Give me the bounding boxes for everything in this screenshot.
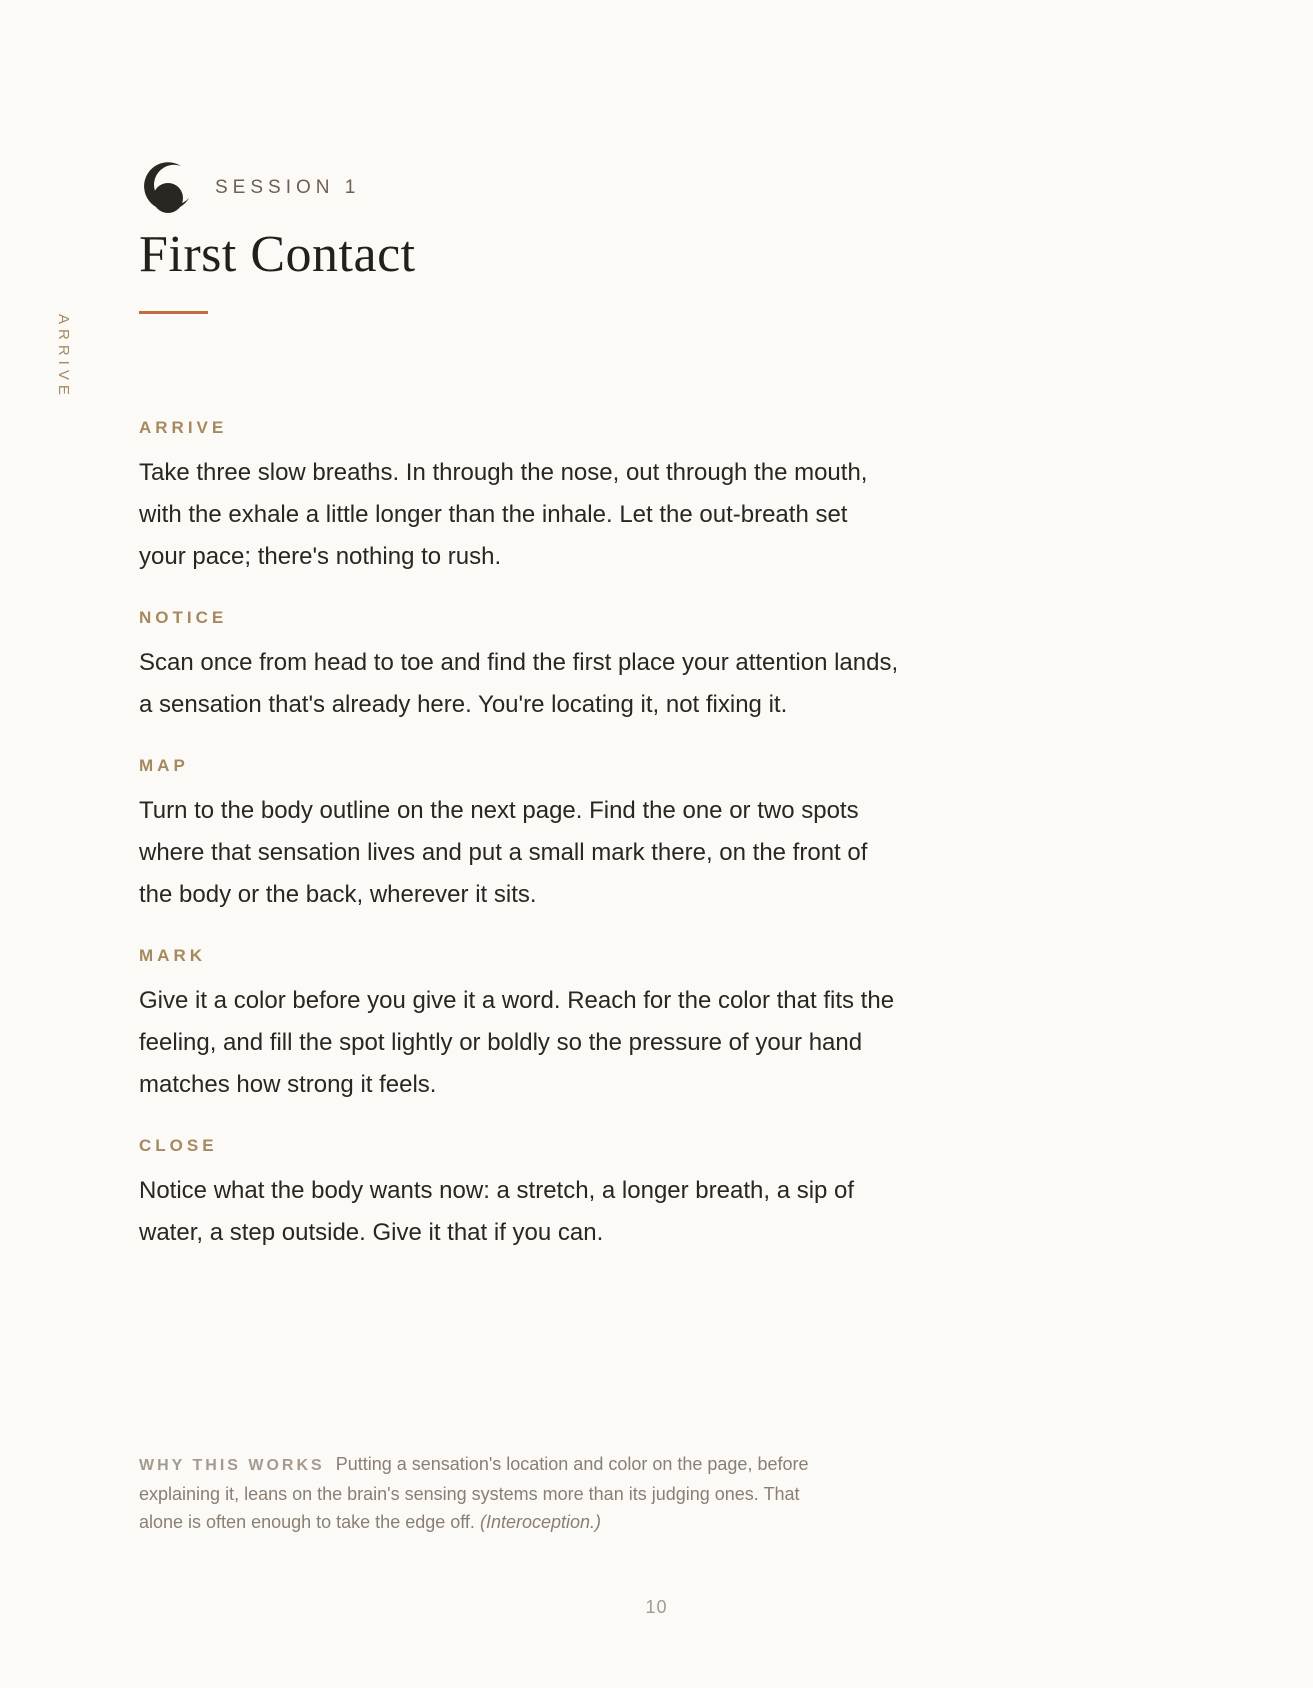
step-map xyxy=(139,756,899,916)
side-section-tab: ARRIVE xyxy=(55,314,72,400)
step-label: MAP xyxy=(139,756,189,775)
why-this-works-note xyxy=(139,1450,839,1536)
step-text: Notice what the body wants now: a stretch, a longer breath, a sip of water, a step outside. Give it that if you can. xyxy=(139,1177,855,1246)
step-mark xyxy=(139,946,899,1106)
step-close xyxy=(139,1136,899,1254)
step-text: Turn to the body outline on the next page. Find the one or two spots where that sensation lives and put a small mark there, on the front of the body or the back, wherever it sits. xyxy=(139,797,868,908)
step-label: CLOSE xyxy=(139,1136,218,1155)
step-notice xyxy=(139,608,899,726)
page-title: First Contact xyxy=(139,226,416,283)
why-citation: (Interoception.) xyxy=(479,1512,602,1532)
step-label: NOTICE xyxy=(139,608,228,627)
step-label: ARRIVE xyxy=(139,418,228,437)
step-arrive xyxy=(139,418,899,578)
step-text: Take three slow breaths. In through the nose, out through the mouth, with the exhale a little longer than the inhale. Let the out-breath set your pace; there's nothing to rush. xyxy=(139,459,868,570)
session-label: SESSION 1 xyxy=(215,177,361,198)
page-number: 10 xyxy=(645,1597,668,1617)
steps-list xyxy=(139,418,899,1284)
step-text: Give it a color before you give it a word. Reach for the color that fits the feeling, and fill the spot lightly or boldly so the pressure of your hand matches how strong it feels. xyxy=(139,987,895,1098)
session-row xyxy=(139,160,360,216)
step-label: MARK xyxy=(139,946,206,965)
step-text: Scan once from head to toe and find the first place your attention lands, a sensation that's already here. You're locating it, not fixing it. xyxy=(139,649,899,718)
session-header xyxy=(139,160,360,216)
why-text: Putting a sensation's location and color on the page, before explaining it, leans on the brain's sensing systems more than its judging ones. That alone is often enough to take the edge off. xyxy=(139,1454,809,1532)
title-divider xyxy=(139,311,208,314)
why-label: WHY THIS WORKS xyxy=(139,1457,325,1474)
moon-icon xyxy=(139,160,195,216)
